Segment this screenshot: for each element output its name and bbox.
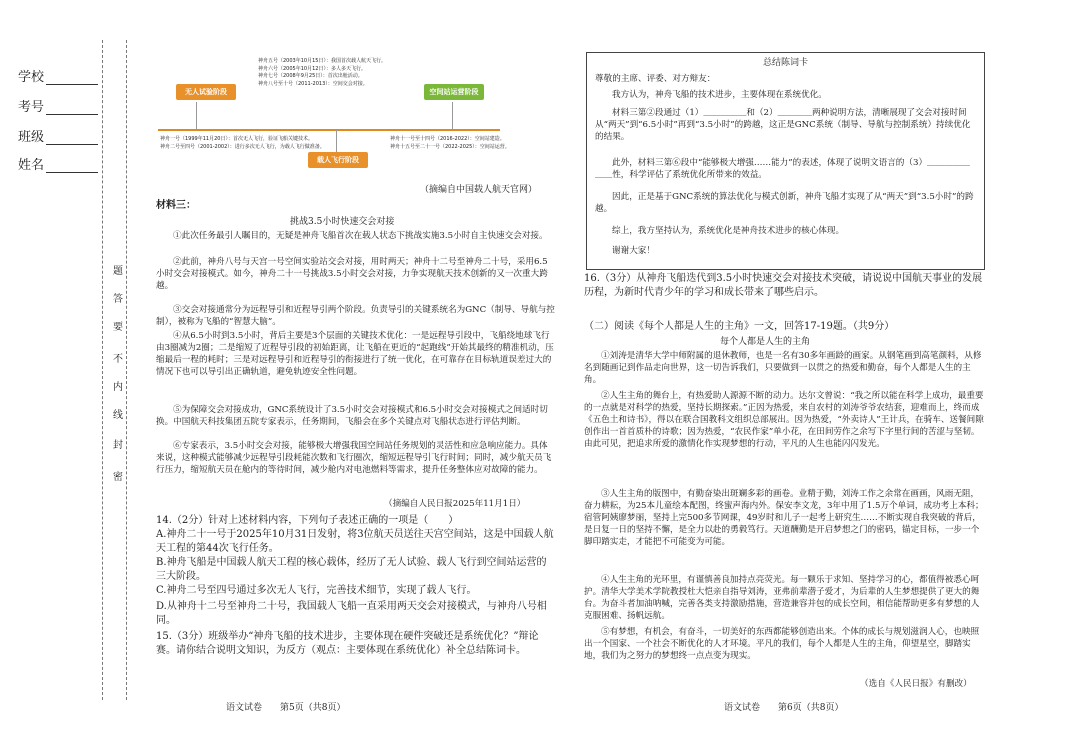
question-14-option-a[interactable]: A.神舟二十一号于2025年10月31日发射，将3位航天员送往天宫空间站，这是中国载人航天工程的第44次飞行任务。 bbox=[156, 529, 554, 554]
seal-char: 要 bbox=[113, 322, 123, 333]
footer-page-6: 语文试卷 第6页（共8页） bbox=[724, 703, 844, 713]
summary-card-line: 因此，正是基于GNC系统的算法优化与模式创新，神舟飞船才实现了从“两天”到“3.5小时”的跨越。 bbox=[595, 192, 974, 214]
reading2-heading: （二）阅读《每个人都是人生的主角》一文，回答17-19题。（共9分） bbox=[584, 321, 895, 332]
question-14-stem: 14.（2分）针对上述材料内容，下列句子表述正确的一项是（ ） bbox=[156, 515, 459, 526]
fold-line-right bbox=[126, 40, 127, 700]
seal-char: 密 bbox=[113, 472, 123, 483]
reading2-source: （选自《人民日报》有删改） bbox=[860, 679, 972, 689]
question-15: 15.（3分）班级举办“神舟飞船的技术进步，主要体现在硬件突破还是系统优化？”辩论赛。请你结合说明文知识，为反方（观点：主要体现在系统优化）补全总结陈词卡。 bbox=[156, 631, 539, 656]
question-14-option-c[interactable]: C.神舟二号至四号通过多次无人飞行，完善技术细节，实现了载人飞行。 bbox=[156, 585, 477, 596]
material3-label: 材料三： bbox=[156, 200, 196, 211]
summary-card-title: 总结陈词卡 bbox=[762, 58, 808, 68]
connector bbox=[336, 130, 337, 154]
name-label: 姓名 bbox=[18, 158, 45, 173]
timeline-axis bbox=[158, 129, 500, 131]
question-14-option-b[interactable]: B.神舟飞船是中国载人航天工程的核心载体，经历了无人试验、载人飞行到空间站运营的三大阶段。 bbox=[156, 557, 547, 582]
seal-char: 题 bbox=[113, 266, 123, 277]
stage-unmanned: 无人试验阶段 bbox=[176, 84, 236, 100]
timeline-note: 神舟十一号至十四号（2016-2022）：空间站建造。 神舟十五号至二十一号（2022-2025）：空间站运营。 bbox=[390, 136, 510, 150]
timeline-source: （摘编自中国载人航天官网） bbox=[420, 185, 538, 195]
reading2-paragraph: ①刘涛是清华大学中师附属的退休教师，也是一名有30多年画龄的画家。从钢笔画到高笔颜料，从修名到随画记到作品走向世界，这一切告诉我们，只要做到一以贯之的热爱和勤奋，每个人都是人生的主角。 bbox=[584, 351, 982, 385]
material3-paragraph: ⑥专家表示，3.5小时交会对接，能够极大增强我国空间站任务规划的灵活性和应急响应能力。具体来说，这种模式能够减少远程导引段耗能次数和飞行圈次，缩短远程导引飞行时间；同时，减少航天员飞行压力，缩短航天员在舱内的等待时间，减少舱内对电池燃料等需求，提升任务整体应对故障的能力。 bbox=[156, 441, 552, 475]
summary-card bbox=[586, 52, 985, 270]
summary-card-line: 谢谢大家！ bbox=[612, 246, 655, 256]
stage-manned: 载人飞行阶段 bbox=[308, 152, 368, 168]
question-14-option-d[interactable]: D.从神舟十二号至神舟二十号，我国载人飞船一直采用两天交会对接模式，与神舟八号相同。 bbox=[156, 601, 547, 626]
material3-paragraph: ①此次任务最引人瞩目的，无疑是神舟飞船首次在载人状态下挑战实施3.5小时自主快速交会对接。 bbox=[173, 231, 548, 241]
timeline-note: 神舟五号（2003年10月15日）：我国首次载人航天飞行。 神舟六号（2005年10月12日）：多人多天飞行。 神舟七号（2008年9月25日）：首次出舱活动。 神舟八号至十号（2011-2013）：空间交会对接。 bbox=[258, 58, 386, 87]
fold-line-left bbox=[102, 40, 103, 700]
timeline-note: 神舟一号（1999年11月20日）：首次无人飞行，验证飞船关键技术。 神舟二号至四号（2001-2002）：进行多次无人飞行，为载人飞行做准备。 bbox=[160, 136, 325, 150]
material3-paragraph: ⑤为保障交会对接成功，GNC系统设计了3.5小时交会对接模式和6.5小时交会对接模式之间适时切换。中国航天科技集团五院专家表示，任务期间，飞船会在多个关键点对飞船状态进行评估判断。 bbox=[156, 405, 548, 427]
seal-char: 封 bbox=[113, 440, 123, 451]
material3-title: 挑战3.5小时快速交会对接 bbox=[290, 217, 395, 227]
class-label: 班级 bbox=[18, 130, 45, 145]
reading2-paragraph: ③人生主角的版图中，有勤奋染出斑斓多彩的画卷。业精于勤，刘涛工作之余常在画画，风雨无阻，奋力耕耘，为25本儿童绘本配图，终蜜声海内外。保安李文龙，3年中用了1.5万个单词，成功考上本科；宿管阿姨廖梦丽，坚持上完500多节网课，49岁时和儿子一起考上研究生……不断实现自我突破的背后，是日复一日的坚持不懈，是全力以赴的勇毅笃行。天道酬勤是开启梦想之门的密码，锚定目标，一步一个脚印踏实走，才能把不可能变为可能。 bbox=[584, 489, 984, 547]
summary-card-line: 尊敬的主席、评委、对方辩友： bbox=[595, 74, 716, 84]
connector bbox=[452, 102, 453, 129]
material3-paragraph: ④从6.5小时到3.5小时，背后主要是3个层面的关键技术优化：一是远程导引段中，飞船绕地球飞行由3圈减为2圈；二是缩短了近程导引段的初始距离，让飞船在更近的“起跑线”开始其最终的精准机动，压缩最后一程的耗时；三是对远程导引和近程导引的衔接进行了统一优化，在可靠存在目标轨道误差过大的情况下也可以导引出正确轨道，避免轨迹安全性问题。 bbox=[156, 331, 554, 377]
summary-card-line[interactable]: 此外，材料三第⑥段中“能够极大增强……能力”的表述，体现了说明文语言的（3）＿＿＿＿＿＿＿性，科学评估了系统优化所带来的效益。 bbox=[595, 158, 971, 180]
exam-number-label: 考号 bbox=[18, 100, 45, 115]
reading2-paragraph: ②人生主角的舞台上，有热爱助人源源不断的动力。达尔文曾说：“我之所以能在科学上成功，最重要的一点就是对科学的热爱，坚持长期探索。”正因为热爱，来自农村的刘涛爷爷农结套，迎难而上，终而成《五色土和诗书》，得以在联合国教科文组织总部展出。因为热爱，“外卖诗人”王计兵，在骑车、送餐间隙创作出一首首质朴的诗歌；因为热爱，“农民作家”单小花，在田间劳作之余写下字里行间的苦涩与坚韧。由此可见，把追求所爱的激情化作实现梦想的行动，平凡的人生也能闪闪发光。 bbox=[584, 391, 984, 449]
question-16: 16.（3分）从神舟飞船迭代到3.5小时快速交会对接技术突破，请说说中国航天事业的发展历程，为新时代青少年的学习和成长带来了哪些启示。 bbox=[584, 273, 983, 298]
seal-char: 不 bbox=[113, 354, 123, 365]
school-field[interactable] bbox=[18, 66, 98, 85]
exam-number-field[interactable] bbox=[18, 96, 98, 115]
school-label: 学校 bbox=[18, 70, 45, 85]
stage-station: 空间站运营阶段 bbox=[424, 84, 484, 100]
summary-card-line: 综上，我方坚持认为，系统优化是神舟技术进步的核心体现。 bbox=[612, 226, 845, 236]
reading2-paragraph: ⑤有梦想，有机会，有奋斗，一切美好的东西都能够创造出来。个体的成长与规划滋润人心，也映照出一个国家、一个社会不断优化的人才环境。平凡的我们，每个人都是人生的主角，仰望星空，脚踏实地，我们为之努力的梦想终一点点变为现实。 bbox=[584, 627, 980, 661]
material3-paragraph: ③交会对接通常分为远程导引和近程导引两个阶段。负责导引的关键系统名为GNC（制导、导航与控制），被称为飞船的“智慧大脑”。 bbox=[156, 305, 555, 327]
material3-source: （摘编自人民日报2025年11月1日） bbox=[384, 499, 526, 509]
connector bbox=[196, 102, 197, 129]
reading2-paragraph: ④人生主角的光环里，有谨慎善良加持点亮荧光。每一颗乐于求知、坚持学习的心，都值得被悉心呵护。清华大学美术学院教授杜大恺亲自指导刘涛，亚弗前辈潜子爱才，为后辈的人生梦想提供了更大的舞台。为奋斗者加油呐喊，完善各类支持激励措施，营造兼容并包的成长空间，相信能帮助更多有梦想的人克服困难、扬帆远航。 bbox=[584, 575, 980, 621]
summary-card-line[interactable]: 材料三第②段通过（1）＿＿＿＿＿和（2）＿＿＿＿两种说明方法，清晰展现了交会对接时间从“两天”到“6.5小时”再到“3.5小时”的跨越，这正是GNC系统（制导、导航与控制系统）持续优化的结果。 bbox=[595, 108, 971, 142]
name-field[interactable] bbox=[18, 154, 98, 173]
reading2-title: 每个人都是人生的主角 bbox=[720, 337, 811, 347]
class-field[interactable] bbox=[18, 126, 98, 145]
footer-page-5: 语文试卷 第5页（共8页） bbox=[226, 703, 346, 713]
material3-paragraph: ②此前，神舟八号与天宫一号空间实验站交会对接，用时两天；神舟十二号至神舟二十号，采用6.5小时交会对接模式。如今，神舟二十一号挑战3.5小时交会对接，力争实现航天技术创新的又一次重大跨越。 bbox=[156, 257, 548, 291]
summary-card-line: 我方认为，神舟飞船的技术进步，主要体现在系统优化。 bbox=[612, 90, 827, 100]
seal-char: 答 bbox=[113, 294, 123, 305]
seal-char: 内 bbox=[113, 382, 123, 393]
seal-char: 线 bbox=[113, 410, 123, 421]
